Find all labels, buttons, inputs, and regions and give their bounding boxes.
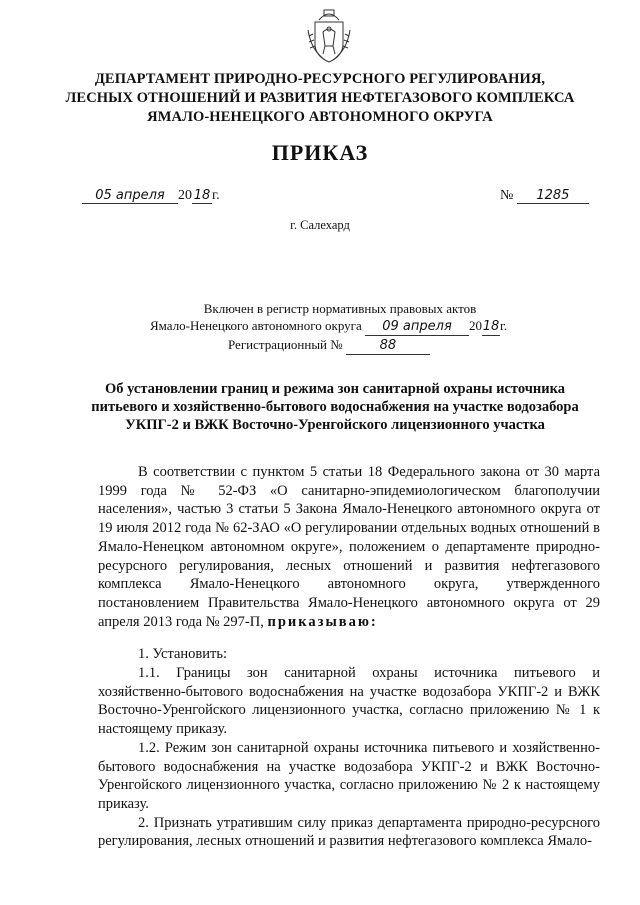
- preamble-text: В соответствии с пунктом 5 статьи 18 Федерального закона от 30 марта 1999 года № 52-ФЗ «О санитарно-эпидемиологическом благополучии населения», частью 3 статьи 5 Закона Ямало-Ненецкого автономного округа от 19 июля 2012 года № 62-ЗАО «О регулировании отдельных водных отношений в Ямало-Ненецком автономном округе», положением о департаменте природно-ресурсного регулирования, лесных отношений и развития нефтегазового комплекса Ямало-Ненецкого автономного округа, утвержденного постановлением Правительства Ямало-Ненецкого автономного округа от 29 апреля 2013 года № 297-П,: [98, 464, 600, 630]
- registration-line-2-prefix: Ямало-Ненецкого автономного округа: [150, 318, 362, 333]
- registration-line-1: Включен в регистр нормативных правовых актов: [203, 301, 477, 316]
- decree-word: приказываю:: [267, 613, 378, 630]
- order-subject: Об установлении границ и режима зон санитарной охраны источника питьевого и хозяйственно-бытового водоснабжения на участке водозабора УКПГ-2 и ВЖК Восточно-Уренгойского лицензионного участка: [91, 381, 579, 433]
- city: г. Салехард: [290, 218, 350, 232]
- item-1-1: 1.1. Границы зон санитарной охраны источника питьевого и хозяйственно-бытового водоснабжения на участке водозабора УКПГ-2 и ВЖК Восточно-Уренгойского лицензионного участка, согласно приложению № 1 к настоящему приказу.: [98, 665, 600, 738]
- registration-date-handwritten: 09 апреля: [365, 318, 469, 336]
- department-name: [60, 70, 580, 127]
- registration-year-handwritten: 18: [482, 319, 500, 334]
- order-number-label: №: [500, 188, 514, 203]
- department-line-1: ДЕПАРТАМЕНТ ПРИРОДНО-РЕСУРСНОГО РЕГУЛИРОВАНИЯ,: [94, 71, 546, 87]
- coat-of-arms-icon: [305, 6, 353, 66]
- order-number-handwritten: 1285: [517, 188, 589, 204]
- order-date-handwritten: 05 апреля: [82, 188, 178, 204]
- registration-stamp: [150, 300, 570, 355]
- order-body: [98, 463, 600, 851]
- registration-number-label: Регистрационный №: [228, 337, 343, 352]
- registration-year-suffix: г.: [500, 318, 508, 333]
- item-1: 1. Установить:: [138, 646, 228, 663]
- item-2: 2. Признать утратившим силу приказ департамента природно-ресурсного регулирования, лесных отношений и развития нефтегазового комплекса Ямало-: [98, 814, 600, 850]
- registration-line-3: [150, 336, 570, 355]
- department-line-3: ЯМАЛО-НЕНЕЦКОГО АВТОНОМНОГО ОКРУГА: [147, 109, 493, 125]
- registration-number-handwritten: 88: [346, 337, 430, 355]
- order-year-suffix: г.: [212, 188, 220, 203]
- registration-year-prefix: 20: [469, 318, 483, 333]
- registration-line-2: [150, 317, 570, 336]
- order-date: [82, 188, 220, 204]
- preamble-paragraph: [98, 463, 600, 631]
- order-year-handwritten: 18: [193, 188, 211, 203]
- item-1-2: 1.2. Режим зон санитарной охраны источника питьевого и хозяйственно-бытового водоснабжения на участке водозабора УКПГ-2 и ВЖК Восточно-Уренгойского лицензионного участка, согласно приложению № 2 к настоящему приказу.: [98, 739, 600, 812]
- order-year-prefix: 20: [178, 188, 192, 203]
- order-number: [500, 188, 589, 204]
- document-type-title: ПРИКАЗ: [271, 140, 369, 165]
- department-line-2: ЛЕСНЫХ ОТНОШЕНИЙ И РАЗВИТИЯ НЕФТЕГАЗОВОГО КОМПЛЕКСА: [65, 90, 575, 106]
